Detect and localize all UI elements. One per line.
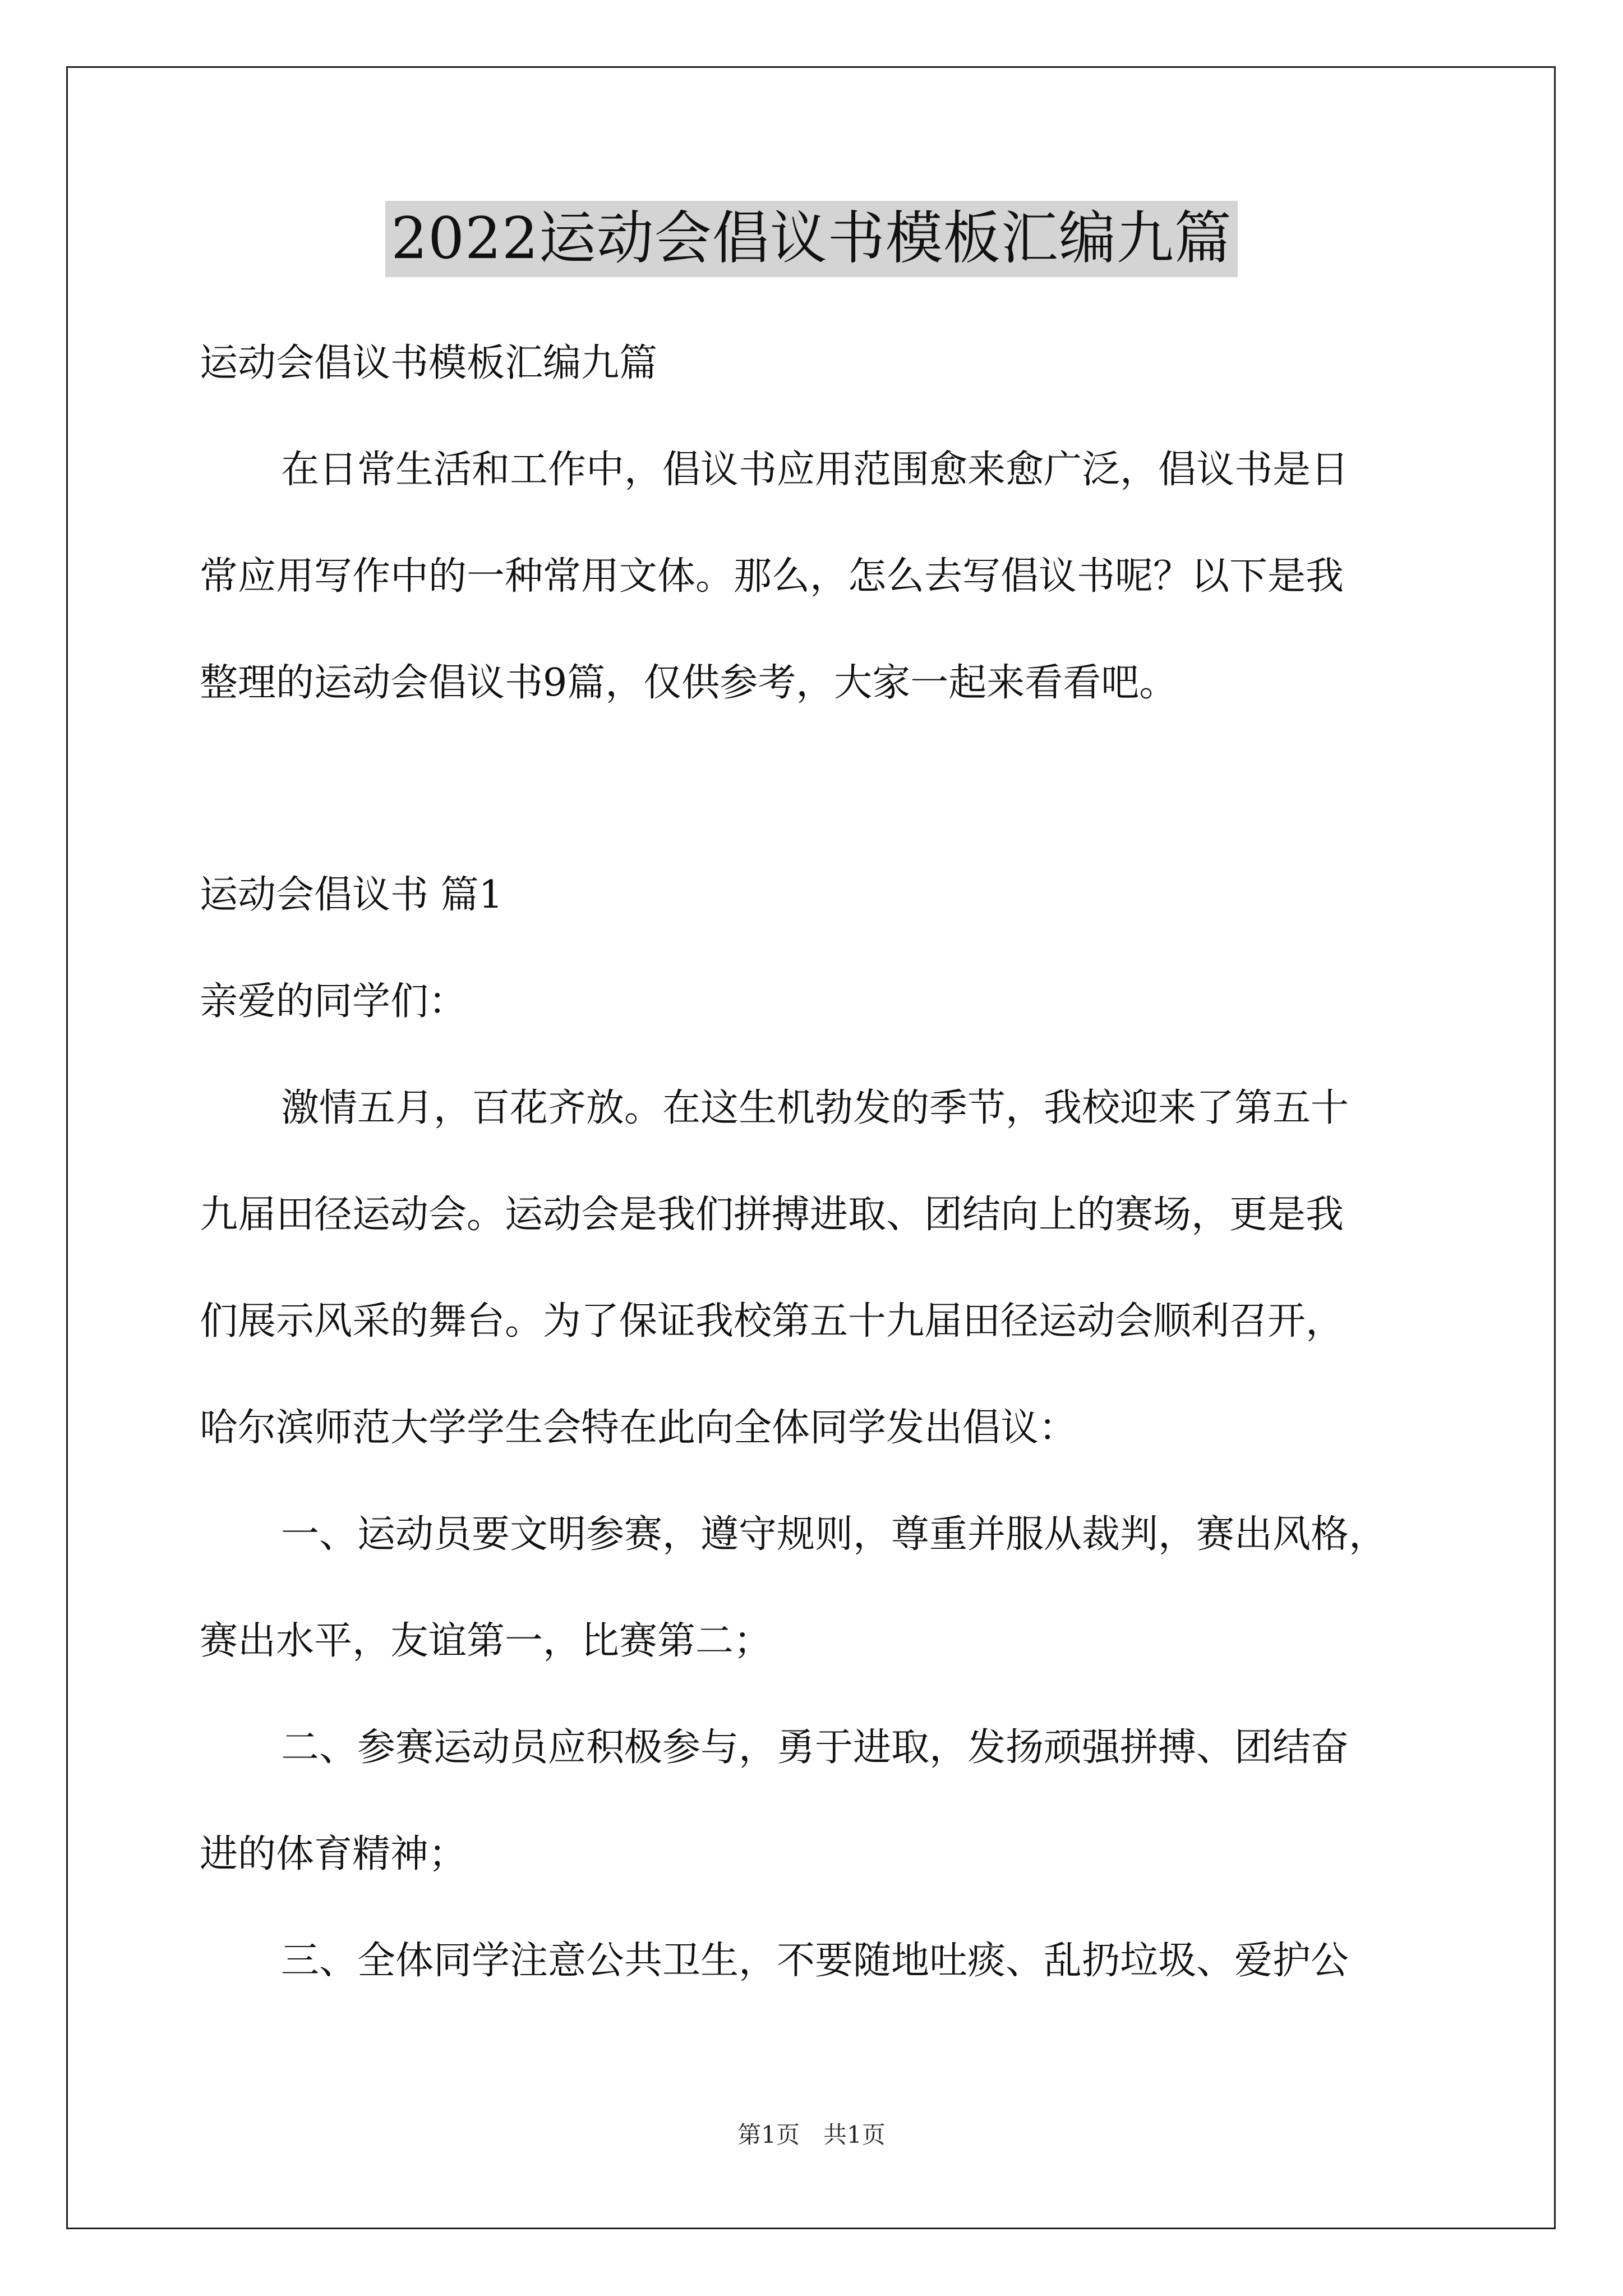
paragraph-line: 哈尔滨师范大学学生会特在此向全体同学发出倡议：: [200, 1406, 1077, 1450]
section-gap: [200, 737, 1429, 842]
paragraph-line: 九届田径运动会。运动会是我们拼搏进取、团结向上的赛场，更是我: [200, 1193, 1344, 1237]
paragraph-line: 们展示风采的舞台。为了保证我校第五十九届田径运动会顺利召开，: [200, 1299, 1344, 1343]
paragraph-line: 一、运动员要文明参赛，遵守规则，尊重并服从裁判，赛出风格，: [281, 1512, 1387, 1557]
paragraph-line: 激情五月，百花齐放。在这生机勃发的季节，我校迎来了第五十: [281, 1086, 1349, 1130]
document-title: 2022运动会倡议书模板汇编九篇: [385, 201, 1238, 277]
paragraph-line: 亲爱的同学们：: [200, 979, 467, 1024]
paragraph-line: 进的体育精神；: [200, 1832, 467, 1876]
document-body: [200, 310, 1429, 2014]
paragraph-line: 三、全体同学注意公共卫生，不要随地吐痰、乱扔垃圾、爱护公: [281, 1939, 1349, 1983]
paragraph-line: 在日常生活和工作中，倡议书应用范围愈来愈广泛，倡议书是日: [281, 448, 1349, 492]
paragraph-line: 运动会倡议书 篇1: [200, 873, 503, 917]
page-footer: 第1页 共1页: [737, 2121, 886, 2148]
paragraph-line: 运动会倡议书模板汇编九篇: [200, 341, 658, 385]
paragraph-line: 赛出水平，友谊第一，比赛第二；: [200, 1619, 772, 1663]
paragraph-line: 二、参赛运动员应积极参与，勇于进取，发扬顽强拼搏、团结奋: [281, 1726, 1349, 1770]
title-container: [0, 201, 1623, 277]
paragraph-line: 整理的运动会倡议书9篇，仅供参考，大家一起来看看吧。: [200, 661, 1178, 705]
paragraph-line: 常应用写作中的一种常用文体。那么，怎么去写倡议书呢？以下是我: [200, 554, 1344, 599]
